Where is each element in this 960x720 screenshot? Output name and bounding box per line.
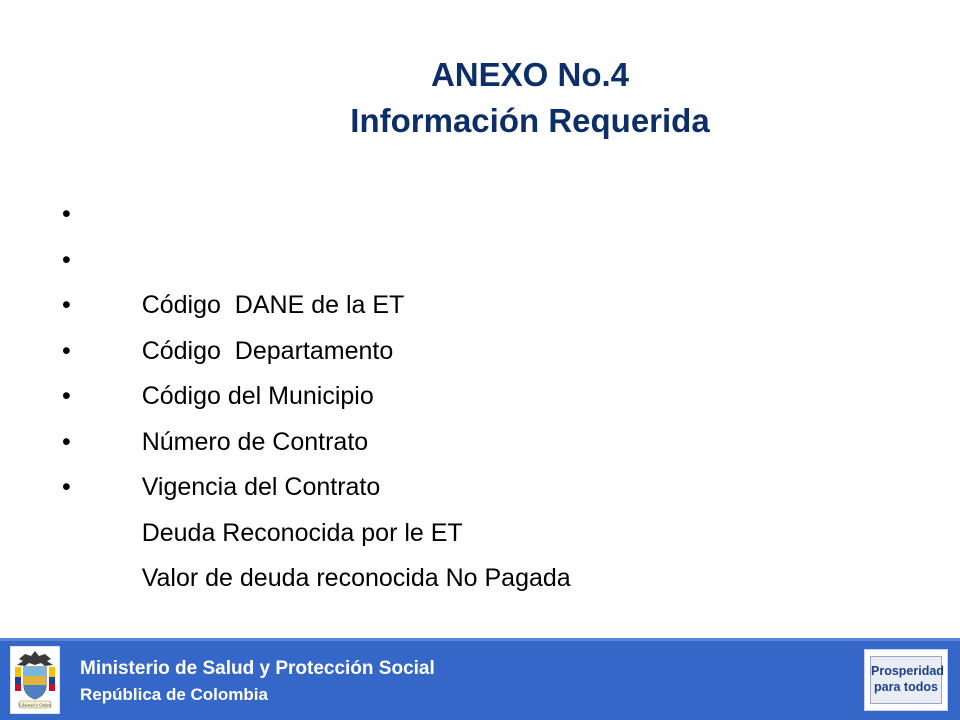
bullet-text: Código DANE de la ET	[141, 291, 405, 319]
prosperidad-para-todos-logo	[864, 649, 948, 711]
republic-name: República de Colombia	[80, 685, 268, 704]
bullet-text: Número de Contrato	[141, 427, 369, 456]
crest-motto: Libertad y Orden	[19, 702, 51, 708]
bullet-icon: •	[62, 336, 71, 365]
logo-line-1: Prosperidad	[871, 664, 944, 678]
title-line-2: Información Requerida	[350, 102, 710, 139]
coat-of-arms-svg	[11, 647, 59, 713]
footer-bar	[0, 638, 960, 720]
bullet-text: Deuda Reconocida por le ET	[141, 518, 463, 547]
bullet-item	[62, 192, 882, 319]
bullet-icon: •	[62, 291, 71, 319]
bullet-text: Vigencia del Contrato	[141, 473, 381, 501]
bullet-text: Código del Municipio	[141, 382, 374, 410]
bullet-icon: •	[62, 200, 71, 228]
colombia-coat-of-arms-icon	[10, 646, 60, 714]
footer-text	[80, 656, 435, 708]
bullet-icon: •	[62, 427, 71, 456]
bullet-icon: •	[62, 473, 71, 501]
logo-line-2: para todos	[874, 680, 938, 694]
ministry-name: Ministerio de Salud y Protección Social	[80, 658, 435, 679]
title-line-1: ANEXO No.4	[430, 56, 630, 93]
bullet-list	[62, 192, 882, 592]
bullet-icon: •	[62, 382, 71, 410]
bullet-icon: •	[62, 245, 71, 274]
bullet-text: Código Departamento	[141, 336, 394, 365]
footer-divider	[0, 638, 960, 641]
slide-title	[180, 52, 880, 144]
logo-text-box	[870, 656, 942, 704]
bullet-text: Valor de deuda reconocida No Pagada	[141, 564, 571, 592]
